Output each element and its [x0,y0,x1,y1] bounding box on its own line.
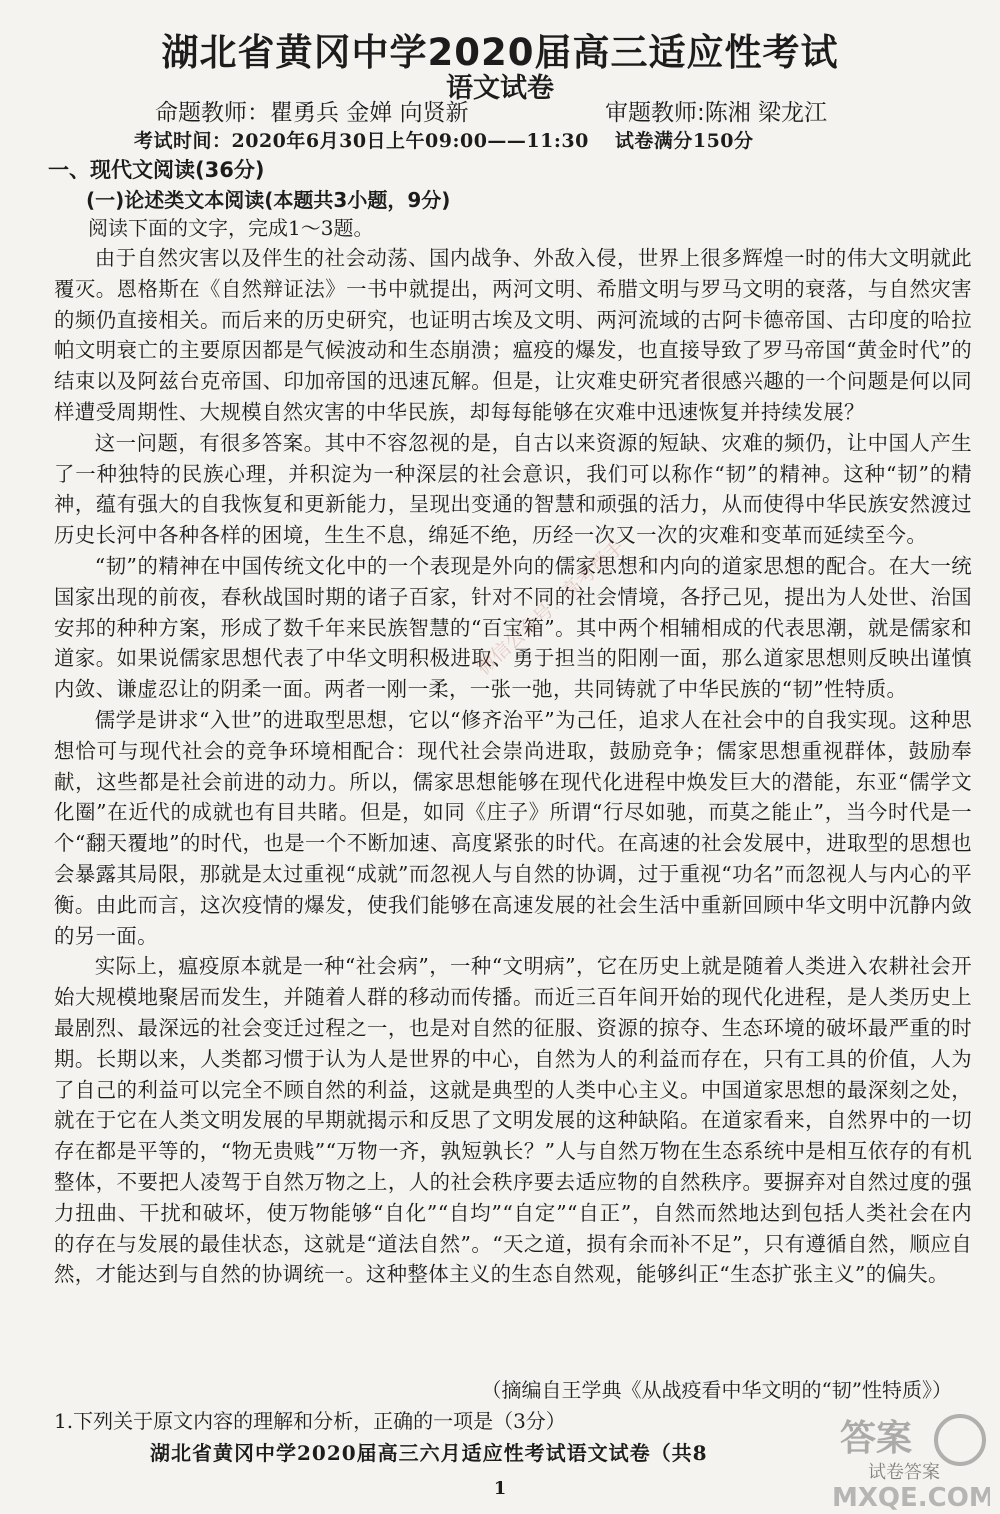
exam-time-text: 考试时间：2020年6月30日上午09:00——11:30 [134,130,589,152]
site-logo [820,1410,990,1510]
subsection-heading: (一)论述类文本阅读(本题共3小题，9分) [86,188,451,212]
reviewers-text: 审题教师:陈湘 梁龙江 [605,100,828,126]
passage-paragraph: 由于自然灾害以及伴生的社会动荡、国内战争、外敌入侵，世界上很多辉煌一时的伟大文明就此覆灭。恩格斯在《自然辩证法》一书中就提出，两河文明、希腊文明与罗马文明的衰落，与自然灾害的频仍直接相关。而后来的历史研究，也证明古埃及文明、两河流域的古阿卡德帝国、古印度的哈拉帕文明衰亡的主要原因都是气候波动和生态崩溃；瘟疫的爆发，也直接导致了罗马帝国“黄金时代”的结束以及阿兹台克帝国、印加帝国的迅速瓦解。但是，让灾难史研究者很感兴趣的一个问题是何以同样遭受周期性、大规模自然灾害的中华民族，却每每能够在灾难中迅速恢复并持续发展？ [54,246,973,424]
section-heading: 一、现代文阅读(36分) [48,158,265,182]
question-1: 1.下列关于原文内容的理解和分析，正确的一项是（3分） [54,1409,566,1433]
reading-instruction: 阅读下面的文字，完成1～3题。 [88,216,374,240]
logo-graphic [820,1410,990,1510]
passage-paragraph: 实际上，瘟疫原本就是一种“社会病”，一种“文明病”，它在历史上就是随着人类进入农耕社会开始大规模地聚居而发生，并随着人群的移动而传播。而近三百年间开始的现代化进程，是人类历史上最剧烈、最深远的社会变迁过程之一，也是对自然的征服、资源的掠夺、生态环境的破坏最严重的时期。长期以来，人类都习惯于认为人是世界的中心，自然为人的利益而存在，只有工具的价值，人为了自己的利益可以完全不顾自然的利益，这就是典型的人类中心主义。中国道家思想的最深刻之处，就在于它在人类文明发展的早期就揭示和反思了文明发展的这种缺陷。在道家看来，自然界中的一切存在都是平等的，“物无贵贱”“万物一齐，孰短孰长？”人与自然万物在生态系统中是相互依存的有机整体，不要把人凌驾于自然万物之上，人的社会秩序要去适应物的自然秩序。要摒弃对自然过度的强力扭曲、干扰和破坏，使万物能够“自化”“自均”“自定”“自正”，自然而然地达到包括人类社会在内的存在与发展的最佳状态，这就是“道法自然”。“天之道，损有余而补不足”，只有遵循自然，顺应自然，才能达到与自然的协调统一。这种整体主义的生态自然观，能够纠正“生态扩张主义”的偏失。 [54,954,972,1287]
logo-circle [936,1416,984,1464]
passage-paragraph: “韧”的精神在中国传统文化中的一个表现是外向的儒家思想和内向的道家思想的配合。在大一统国家出现的前夜，春秋战国时期的诸子百家，针对不同的社会情境，各抒己见，提出为人处世、治国安邦的种种方案，形成了数千年来民族智慧的“百宝箱”。其中两个相辅相成的代表思潮，就是儒家和道家。如果说儒家思想代表了中华文明积极进取、勇于担当的阳刚一面，那么道家思想则反映出谨慎内敛、谦虚忍让的阴柔一面。两者一刚一柔，一张一弛，共同铸就了中华民族的“韧”性特质。 [54,553,972,702]
passage-paragraph: 这一问题，有很多答案。其中不容忽视的是，自古以来资源的短缺、灾难的频仍，让中国人产生了一种独特的民族心理，并积淀为一种深层的社会意识，我们可以称作“韧”的精神。这种“韧”的精神，蕴有强大的自我恢复和更新能力，呈现出变通的智慧和顽强的活力，从而使得中华民族安然渡过历史长河中各种各样的困境，生生不息，绵延不绝，历经一次又一次的灾难和变革而延续至今。 [54,430,972,548]
exam-info-line [134,126,954,153]
teachers-line [155,94,915,127]
page-footer: 湖北省黄冈中学2020届高三六月适应性考试语文试卷（共8 [150,1441,708,1465]
setters-text: 命题教师：瞿勇兵 金婵 向贤新 [155,100,469,126]
logo-bottom-text: MXQE.COM [832,1483,990,1510]
exam-title: 湖北省黄冈中学2020届高三适应性考试 [161,31,839,74]
exam-subtitle: 语文试卷 [446,73,554,104]
watermark-text: 微信公众号：高考帮手 [472,535,629,680]
full-score-text: 试卷满分150分 [614,130,754,152]
passage-paragraph: 儒学是讲求“入世”的进取型思想，它以“修齐治平”为己任，追求人在社会中的自我实现。这种思想恰可与现代社会的竞争环境相配合：现代社会崇尚进取，鼓励竞争；儒家思想重视群体，鼓励奉献，这些都是社会前进的动力。所以，儒家思想能够在现代化进程中焕发巨大的潜能，东亚“儒学文化圈”在近代的成就也有目共睹。但是，如同《庄子》所谓“行尽如驰，而莫之能止”，当今时代是一个“翻天覆地”的时代，也是一个不断加速、高度紧张的时代。在高速的社会发展中，进取型的思想也会暴露其局限，那就是太过重视“成就”而忽视人与自然的协调，过于重视“功名”而忽视人与内心的平衡。由此而言，这次疫情的爆发，使我们能够在高速发展的社会生活中重新回顾中华文明中沉静内敛的另一面。 [54,707,973,948]
logo-middle-text: 试卷答案 [868,1462,940,1483]
passage-source: （摘编自王学典《从战疫看中华文明的“韧”性特质》） [481,1378,952,1402]
page-number: 1 [493,1478,507,1499]
passage-body [54,243,972,1290]
logo-top-text: 答案 [840,1418,913,1459]
